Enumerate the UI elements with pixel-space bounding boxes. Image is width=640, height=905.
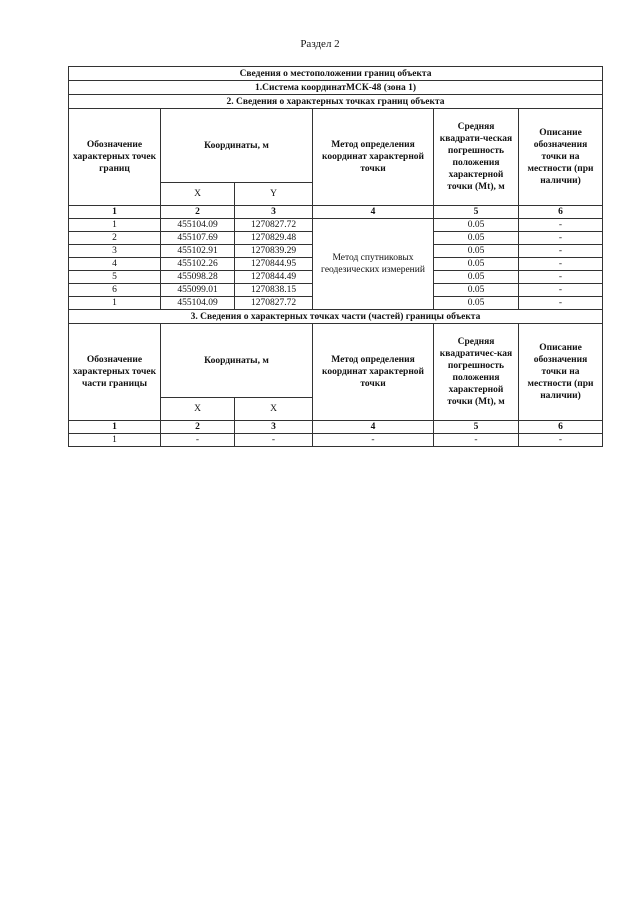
column-number: 1 bbox=[69, 206, 161, 219]
coord-x: 455104.09 bbox=[161, 219, 235, 232]
coord-y: 1270827.72 bbox=[235, 219, 313, 232]
section2-title: 2. Сведения о характерных точках границ объекта bbox=[69, 95, 603, 109]
method-value: - bbox=[313, 434, 434, 447]
coordinate-system: 1.Система координатМСК-48 (зона 1) bbox=[69, 81, 603, 95]
section2-header-point: Обозначение характерных точек границ bbox=[69, 109, 161, 206]
point-name: 1 bbox=[69, 219, 161, 232]
coord-x: 455099.01 bbox=[161, 284, 235, 297]
column-number: 6 bbox=[519, 206, 603, 219]
coord-x: 455102.26 bbox=[161, 258, 235, 271]
coord-y: 1270839.29 bbox=[235, 245, 313, 258]
section2-header-method: Метод определения координат характерной точки bbox=[313, 109, 434, 206]
point-name: 1 bbox=[69, 434, 161, 447]
point-name: 6 bbox=[69, 284, 161, 297]
coord-y: 1270829.48 bbox=[235, 232, 313, 245]
section3-header-y: X bbox=[235, 398, 313, 421]
coord-x: 455102.91 bbox=[161, 245, 235, 258]
section3-header-accuracy: Средняя квадратичес-кая погрешность положения характерной точки (Mt), м bbox=[434, 324, 519, 421]
section2-header-description: Описание обозначения точки на местности (при наличии) bbox=[519, 109, 603, 206]
point-name: 5 bbox=[69, 271, 161, 284]
coord-x: 455107.69 bbox=[161, 232, 235, 245]
section3-title: 3. Сведения о характерных точках части (частей) границы объекта bbox=[69, 310, 603, 324]
column-number: 6 bbox=[519, 421, 603, 434]
description-value: - bbox=[519, 271, 603, 284]
point-name: 3 bbox=[69, 245, 161, 258]
section2-header-coords: Координаты, м bbox=[161, 109, 313, 183]
method-cell: Метод спутниковых геодезических измерений bbox=[313, 219, 434, 310]
section3-header-coords: Координаты, м bbox=[161, 324, 313, 398]
description-value: - bbox=[519, 219, 603, 232]
coord-x: 455098.28 bbox=[161, 271, 235, 284]
description-value: - bbox=[519, 245, 603, 258]
accuracy-value: 0.05 bbox=[434, 297, 519, 310]
accuracy-value: - bbox=[434, 434, 519, 447]
table-row bbox=[69, 219, 603, 232]
section3-header-x: X bbox=[161, 398, 235, 421]
coord-y: 1270838.15 bbox=[235, 284, 313, 297]
coord-y: 1270827.72 bbox=[235, 297, 313, 310]
accuracy-value: 0.05 bbox=[434, 232, 519, 245]
description-value: - bbox=[519, 232, 603, 245]
table-caption: Сведения о местоположении границ объекта bbox=[69, 67, 603, 81]
coord-y: 1270844.49 bbox=[235, 271, 313, 284]
description-value: - bbox=[519, 297, 603, 310]
point-name: 2 bbox=[69, 232, 161, 245]
boundary-table bbox=[68, 66, 603, 447]
coord-y: - bbox=[235, 434, 313, 447]
section2-header-x: X bbox=[161, 183, 235, 206]
section2-header-y: Y bbox=[235, 183, 313, 206]
column-number: 1 bbox=[69, 421, 161, 434]
description-value: - bbox=[519, 434, 603, 447]
coord-y: 1270844.95 bbox=[235, 258, 313, 271]
page-title: Раздел 2 bbox=[300, 38, 340, 50]
accuracy-value: 0.05 bbox=[434, 284, 519, 297]
accuracy-value: 0.05 bbox=[434, 258, 519, 271]
section3-header-point: Обозначение характерных точек части границы bbox=[69, 324, 161, 421]
description-value: - bbox=[519, 258, 603, 271]
section3-column-numbers bbox=[69, 421, 603, 434]
column-number: 5 bbox=[434, 206, 519, 219]
accuracy-value: 0.05 bbox=[434, 271, 519, 284]
accuracy-value: 0.05 bbox=[434, 219, 519, 232]
section2-column-numbers bbox=[69, 206, 603, 219]
table-row bbox=[69, 434, 603, 447]
point-name: 1 bbox=[69, 297, 161, 310]
accuracy-value: 0.05 bbox=[434, 245, 519, 258]
description-value: - bbox=[519, 284, 603, 297]
column-number: 2 bbox=[161, 421, 235, 434]
point-name: 4 bbox=[69, 258, 161, 271]
column-number: 2 bbox=[161, 206, 235, 219]
column-number: 5 bbox=[434, 421, 519, 434]
column-number: 3 bbox=[235, 421, 313, 434]
section3-header-description: Описание обозначения точки на местности (при наличии) bbox=[519, 324, 603, 421]
column-number: 4 bbox=[313, 421, 434, 434]
section2-header-accuracy: Средняя квадрати-ческая погрешность положения характерной точки (Mt), м bbox=[434, 109, 519, 206]
section3-header-method: Метод определения координат характерной точки bbox=[313, 324, 434, 421]
column-number: 4 bbox=[313, 206, 434, 219]
column-number: 3 bbox=[235, 206, 313, 219]
coord-x: - bbox=[161, 434, 235, 447]
coord-x: 455104.09 bbox=[161, 297, 235, 310]
